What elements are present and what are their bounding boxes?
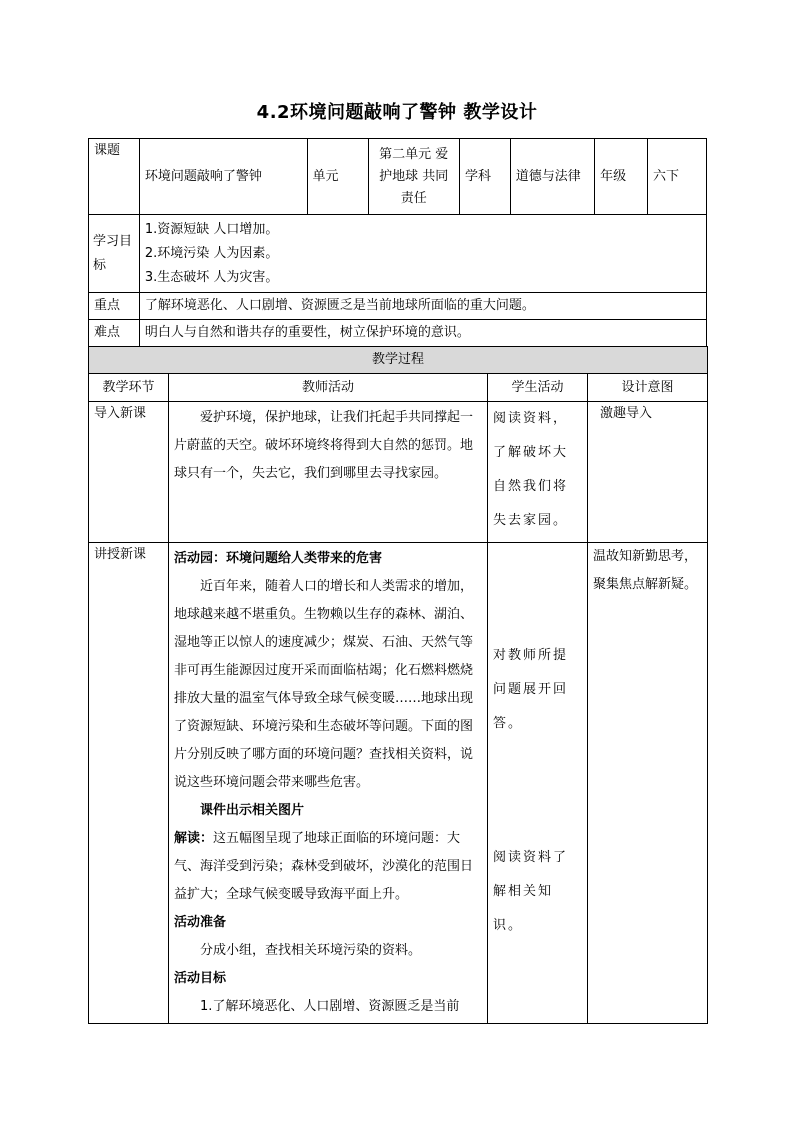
col-design: 设计意图	[588, 374, 708, 402]
lesson-info-table	[88, 138, 707, 347]
page-title: 4.2环境问题敲响了警钟 教学设计	[256, 102, 538, 123]
unit-label: 单元	[307, 139, 368, 215]
intro-design: 激趣导入	[588, 402, 708, 543]
goals-content	[139, 215, 706, 293]
subject-value: 道德与法律	[510, 139, 594, 215]
grade-label: 年级	[595, 139, 648, 215]
course-value: 环境问题敲响了警钟	[139, 139, 307, 215]
goal-item: 3.生态破坏 人为灾害。	[144, 269, 279, 285]
unit-value: 第二单元 爱护地球 共同责任	[368, 139, 459, 215]
goal-text: 1.了解环境恶化、人口剧增、资源匮乏是当前	[200, 999, 460, 1014]
student-answer: 对教师所提问题展开回答。	[493, 648, 569, 731]
activity-paragraph: 近百年来，随着人口的增长和人类需求的增加，地球越来越不堪重负。生物赖以生存的森林、湖泊、湿地等正以惊人的速度减少；煤炭、石油、天然气等非可再生能源因过度开采而面临枯竭；化石燃料燃烧排放大量的温室气体导致全球气候变暖……地球出现了资源短缺、环境污染和生态破坏等问题。下面的图片分别反映了哪方面的环境问题？查找相关资料，说说这些环境问题会带来哪些危害。	[174, 579, 474, 790]
keypoint-label: 重点	[89, 293, 140, 320]
course-label: 课题	[89, 139, 140, 215]
intro-student: 阅读资料，了解破坏大自然我们将失去家园。	[488, 402, 588, 543]
grade-value: 六下	[647, 139, 706, 215]
col-stage: 教学环节	[89, 374, 169, 402]
difficulty-text: 明白人与自然和谐共存的重要性，树立保护环境的意识。	[139, 320, 706, 347]
process-table	[88, 346, 708, 1024]
lecture-stage: 讲授新课	[89, 543, 169, 1024]
goal-item: 2.环境污染 人为因素。	[144, 245, 279, 261]
goal-item: 1.资源短缺 人口增加。	[144, 221, 279, 237]
subject-label: 学科	[459, 139, 510, 215]
intro-stage: 导入新课	[89, 402, 169, 543]
intro-teacher: 爱护环境，保护地球，让我们托起手共同撑起一片蔚蓝的天空。破坏环境终将得到大自然的惩罚。地球只有一个，失去它，我们到哪里去寻找家园。	[169, 402, 488, 543]
difficulty-label: 难点	[89, 320, 140, 347]
col-teacher: 教师活动	[169, 374, 488, 402]
show-pictures: 课件出示相关图片	[200, 803, 305, 818]
prep-label: 活动准备	[174, 915, 227, 930]
process-heading: 教学过程	[89, 347, 708, 374]
analysis-text: 这五幅图呈现了地球正面临的环境问题：大气、海洋受到污染；森林受到破坏，沙漠化的范围日益扩大；全球气候变暖导致海平面上升。	[174, 831, 474, 902]
analysis-label: 解读：	[174, 831, 214, 846]
lecture-design: 温故知新勤思考，聚集焦点解新疑。	[588, 543, 708, 1024]
goals-label: 学习目标	[89, 215, 140, 293]
goal-label: 活动目标	[174, 971, 227, 986]
analysis-paragraph	[174, 825, 482, 909]
lecture-student	[488, 543, 588, 1024]
col-student: 学生活动	[488, 374, 588, 402]
activity-title: 活动园：环境问题给人类带来的危害	[174, 551, 383, 566]
prep-text: 分成小组，查找相关环境污染的资料。	[200, 943, 422, 958]
student-reading: 阅读资料了解相关知识。	[493, 850, 569, 933]
keypoint-text: 了解环境恶化、人口剧增、资源匮乏是当前地球所面临的重大问题。	[139, 293, 706, 320]
lecture-teacher	[169, 543, 488, 1024]
